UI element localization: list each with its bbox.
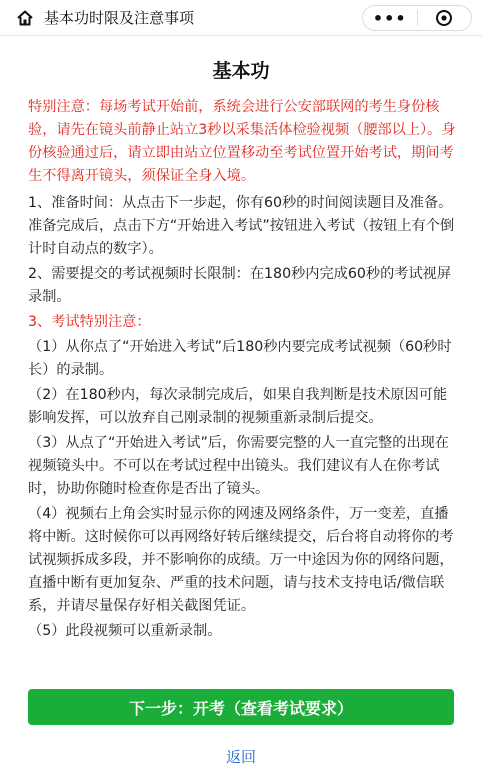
close-button[interactable] (418, 6, 472, 30)
instructions-content (28, 96, 458, 645)
instruction-video-length: 2、需要提交的考试视频时长限制：在180秒内完成60秒的考试视屏录制。 (28, 266, 452, 305)
target-close-icon (435, 9, 453, 27)
more-button[interactable] (363, 6, 417, 30)
instruction-special-3: （3）从点了“开始进入考试”后，你需要完整的人一直完整的出现在视频镜头中。不可以在考试过程中出镜头。我们建议有人在你考试时，协助你随时检查你是否出了镜头。 (28, 435, 449, 497)
page-title: 基本功 (212, 60, 270, 82)
instruction-special-1: （1）从你点了“开始进入考试”后180秒内要完成考试视频（60秒时长）的录制。 (28, 339, 452, 378)
home-button[interactable] (8, 0, 42, 36)
instruction-special-title: 3、考试特别注意： (28, 314, 151, 330)
instruction-special-5: （5）此段视频可以重新录制。 (28, 623, 222, 639)
instruction-special-4: （4）视频右上角会实时显示你的网速及网络条件，万一变差，直播将中断。这时候你可以再网络好转后继续提交，后台将自动将你的考试视频拆成多段，并不影响你的成绩。万一中途因为你的网络问题，直播中断有更加复杂、严重的技术问题，请与技术支持电话/微信联系，并请尽量保存好相关截图凭证。 (28, 506, 454, 614)
mini-program-capsule (362, 5, 472, 31)
home-icon (16, 9, 34, 27)
instruction-special-2: （2）在180秒内，每次录制完成后，如果自我判断是技术原因可能影响发挥，可以放弃自己刚录制的视频重新录制后提交。 (28, 387, 448, 426)
more-dots-icon: ••• (372, 8, 407, 28)
instruction-prep-time: 1、准备时间：从点击下一步起，你有60秒的时间阅读题目及准备。准备完成后，点击下方“开始进入考试”按钮进入考试（按钮上有个倒计时自动点的数字）。 (28, 195, 455, 257)
next-step-button[interactable]: 下一步：开考（查看考试要求） (28, 689, 454, 725)
identity-verification-notice: 特别注意：每场考试开始前，系统会进行公安部联网的考生身份核验，请先在镜头前静止站立3秒以采集活体检验视频（腰部以上）。身份核验通过后，请立即由站立位置移动至考试位置开始考试，期间考生不得离开镜头，须保证全身入境。 (28, 99, 456, 184)
nav-bar (0, 0, 482, 36)
nav-title: 基本功时限及注意事项 (44, 9, 195, 27)
back-link[interactable]: 返回 (225, 748, 256, 766)
